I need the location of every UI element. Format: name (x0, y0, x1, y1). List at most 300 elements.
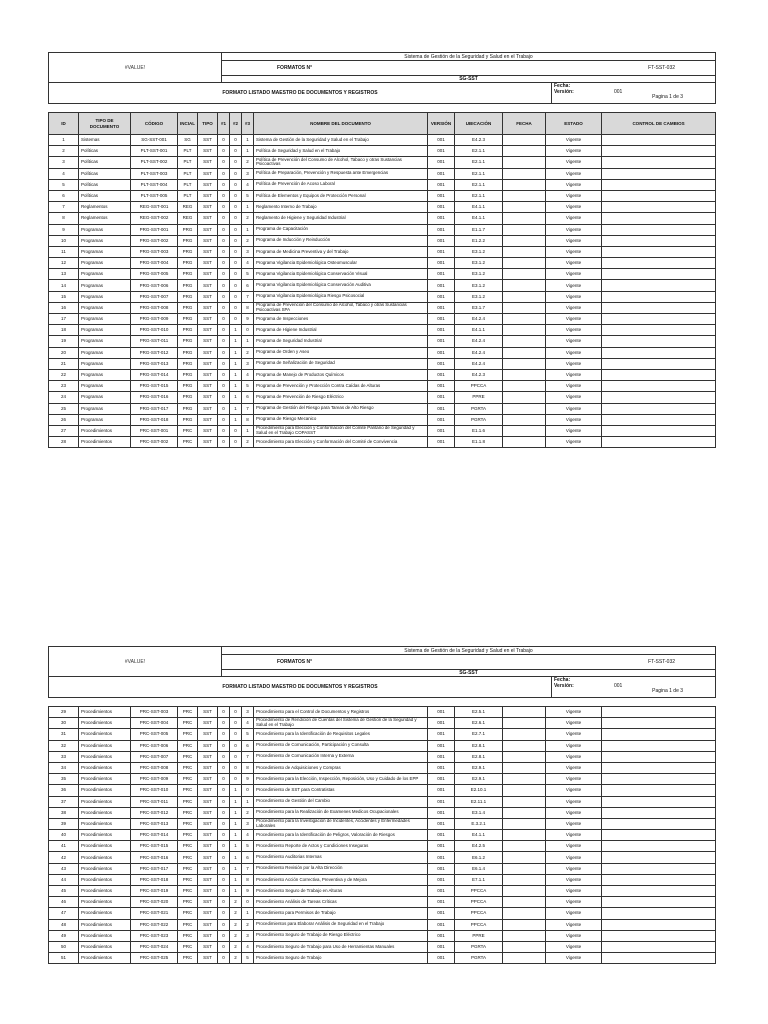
cell-tipo-abrev: SST (198, 437, 218, 448)
cell-n3: 3 (242, 930, 254, 941)
cell-fecha (503, 325, 546, 336)
column-header-ubicacion: UBICACIÓN (455, 113, 503, 135)
cell-ubicacion: E7.1.1 (455, 874, 503, 885)
cell-id: 23 (49, 381, 79, 392)
cell-estado: Vigente (546, 179, 602, 190)
table-row (49, 302, 716, 313)
cell-ubicacion: E2.1.1 (455, 190, 503, 201)
cell-estado: Vigente (546, 403, 602, 414)
table-row (49, 818, 716, 829)
table-row (49, 347, 716, 358)
cell-fecha (503, 269, 546, 280)
cell-version: 001 (428, 291, 455, 302)
table-row (49, 358, 716, 369)
system-name: Sistema de Gestión de la Seguridad y Salud en el Trabajo (222, 647, 716, 655)
cell-id: 47 (49, 908, 79, 919)
cell-n2: 0 (230, 157, 242, 168)
cell-control (602, 280, 716, 291)
table-row (49, 157, 716, 168)
cell-n3: 4 (242, 718, 254, 729)
cell-id: 51 (49, 953, 79, 964)
cell-control (602, 190, 716, 201)
cell-n2: 1 (230, 863, 242, 874)
table-row (49, 202, 716, 213)
cell-n1: 0 (218, 146, 230, 157)
cell-n3: 4 (242, 830, 254, 841)
table-row (49, 437, 716, 448)
cell-tipo-abrev: SST (198, 190, 218, 201)
cell-n2: 0 (230, 246, 242, 257)
cell-fecha (503, 919, 546, 930)
cell-n1: 0 (218, 235, 230, 246)
cell-control (602, 358, 716, 369)
cell-n3: 3 (242, 818, 254, 829)
cell-ubicacion: E3.1.2 (455, 258, 503, 269)
cell-n3: 5 (242, 381, 254, 392)
cell-n3: 5 (242, 841, 254, 852)
cell-version: 001 (428, 190, 455, 201)
column-header-row (49, 113, 716, 135)
cell-n2: 0 (230, 146, 242, 157)
cell-ubicacion: E.3.2.1 (455, 818, 503, 829)
cell-n1: 0 (218, 762, 230, 773)
column-header-control: CONTROL DE CAMBIOS (602, 113, 716, 135)
cell-estado: Vigente (546, 785, 602, 796)
cell-codigo: PLT-SST-004 (131, 179, 178, 190)
cell-fecha (503, 897, 546, 908)
cell-codigo: PRC-SST-006 (131, 740, 178, 751)
cell-tipo: Programas (79, 302, 131, 313)
cell-ubicacion: E2.8.1 (455, 740, 503, 751)
cell-estado: Vigente (546, 258, 602, 269)
cell-ubicacion: PPCCA (455, 897, 503, 908)
table-row (49, 897, 716, 908)
list-title: FORMATO LISTADO MAESTRO DE DOCUMENTOS Y REGISTROS (49, 83, 552, 104)
cell-fecha (503, 841, 546, 852)
cell-n2: 0 (230, 762, 242, 773)
cell-tipo-abrev: SST (198, 314, 218, 325)
cell-n1: 0 (218, 796, 230, 807)
cell-id: 28 (49, 437, 79, 448)
cell-id: 40 (49, 830, 79, 841)
column-header-nombre: NOMBRE DEL DOCUMENTO (254, 113, 428, 135)
cell-tipo: Procedimientos (79, 919, 131, 930)
cell-n2: 2 (230, 908, 242, 919)
cell-nombre: Programa de Medicina Preventiva y del Trabajo (254, 246, 428, 257)
cell-ubicacion: E4.1.1 (455, 325, 503, 336)
cell-tipo: Programas (79, 246, 131, 257)
cell-inicial: PLT (178, 179, 198, 190)
cell-n2: 1 (230, 807, 242, 818)
cell-inicial: PLT (178, 157, 198, 168)
cell-control (602, 437, 716, 448)
cell-inicial: PRC (178, 762, 198, 773)
cell-fecha (503, 358, 546, 369)
cell-control (602, 953, 716, 964)
cell-n2: 1 (230, 347, 242, 358)
cell-version: 001 (428, 718, 455, 729)
cell-id: 46 (49, 897, 79, 908)
cell-version: 001 (428, 437, 455, 448)
cell-n1: 0 (218, 269, 230, 280)
cell-tipo-abrev: SST (198, 213, 218, 224)
cell-id: 37 (49, 796, 79, 807)
cell-tipo: Procedimientos (79, 818, 131, 829)
table-row (49, 886, 716, 897)
cell-tipo: Procedimientos (79, 707, 131, 718)
cell-n3: 2 (242, 437, 254, 448)
cell-nombre: Programa de Inspecciones (254, 314, 428, 325)
cell-id: 19 (49, 336, 79, 347)
cell-codigo: PRC-SST-012 (131, 807, 178, 818)
cell-codigo: PRC-SST-008 (131, 762, 178, 773)
cell-id: 35 (49, 774, 79, 785)
cell-n1: 0 (218, 157, 230, 168)
form-header (48, 646, 716, 698)
cell-codigo: PRG-SST-008 (131, 302, 178, 313)
cell-tipo: Procedimientos (79, 841, 131, 852)
table-body (49, 707, 716, 964)
cell-ubicacion: E3.1.2 (455, 291, 503, 302)
cell-codigo: PRG-SST-010 (131, 325, 178, 336)
cell-fecha (503, 930, 546, 941)
cell-id: 36 (49, 785, 79, 796)
cell-ubicacion: PPCCA (455, 908, 503, 919)
table-row (49, 740, 716, 751)
cell-tipo-abrev: SST (198, 953, 218, 964)
cell-control (602, 425, 716, 436)
cell-nombre: Programa de Prevención del Consumo de Alcohol, Tabaco y otras Sustancias Psicoactivas SPA (254, 302, 428, 313)
cell-control (602, 414, 716, 425)
cell-estado: Vigente (546, 707, 602, 718)
cell-nombre: Procedimiento de Adquisiciones y Compras (254, 762, 428, 773)
cell-control (602, 336, 716, 347)
cell-n1: 0 (218, 381, 230, 392)
cell-n1: 0 (218, 403, 230, 414)
cell-tipo: Procedimientos (79, 852, 131, 863)
cell-tipo: Procedimientos (79, 762, 131, 773)
cell-version: 001 (428, 953, 455, 964)
cell-ubicacion: E4.2.3 (455, 369, 503, 380)
cell-n1: 0 (218, 841, 230, 852)
cell-estado: Vigente (546, 762, 602, 773)
cell-n3: 7 (242, 751, 254, 762)
cell-version: 001 (428, 325, 455, 336)
cell-codigo: PRC-SST-011 (131, 796, 178, 807)
cell-n3: 2 (242, 157, 254, 168)
cell-fecha (503, 280, 546, 291)
cell-version: 001 (428, 762, 455, 773)
cell-tipo-abrev: SST (198, 157, 218, 168)
cell-inicial: PRC (178, 785, 198, 796)
cell-n1: 0 (218, 774, 230, 785)
cell-version: 001 (428, 213, 455, 224)
cell-control (602, 941, 716, 952)
cell-fecha (503, 774, 546, 785)
cell-n2: 0 (230, 314, 242, 325)
cell-tipo-abrev: SST (198, 358, 218, 369)
cell-control (602, 897, 716, 908)
cell-ubicacion: PGRTA (455, 941, 503, 952)
cell-tipo: Procedimientos (79, 908, 131, 919)
cell-id: 24 (49, 392, 79, 403)
cell-estado: Vigente (546, 841, 602, 852)
cell-estado: Vigente (546, 740, 602, 751)
cell-estado: Vigente (546, 146, 602, 157)
cell-id: 29 (49, 707, 79, 718)
cell-n3: 4 (242, 369, 254, 380)
table-row (49, 213, 716, 224)
cell-tipo-abrev: SST (198, 347, 218, 358)
cell-tipo-abrev: SST (198, 336, 218, 347)
cell-control (602, 919, 716, 930)
table-row (49, 392, 716, 403)
cell-fecha (503, 168, 546, 179)
cell-n3: 1 (242, 908, 254, 919)
cell-inicial: PRC (178, 807, 198, 818)
cell-estado: Vigente (546, 347, 602, 358)
cell-n3: 8 (242, 302, 254, 313)
cell-n3: 3 (242, 707, 254, 718)
cell-version: 001 (428, 235, 455, 246)
cell-codigo: PRC-SST-003 (131, 707, 178, 718)
column-header-id: ID (49, 113, 79, 135)
cell-tipo-abrev: SST (198, 830, 218, 841)
cell-tipo: Programas (79, 325, 131, 336)
cell-nombre: Programa Vigilancia Epidemiológica Conservación Auditiva (254, 280, 428, 291)
cell-estado: Vigente (546, 807, 602, 818)
cell-id: 15 (49, 291, 79, 302)
cell-codigo: PRG-SST-005 (131, 269, 178, 280)
cell-ubicacion: E2.9.1 (455, 774, 503, 785)
cell-codigo: PLT-SST-001 (131, 146, 178, 157)
cell-n1: 0 (218, 280, 230, 291)
cell-fecha (503, 202, 546, 213)
cell-tipo: Procedimientos (79, 425, 131, 436)
cell-id: 41 (49, 841, 79, 852)
cell-id: 12 (49, 258, 79, 269)
table-row (49, 336, 716, 347)
cell-fecha (503, 146, 546, 157)
cell-tipo-abrev: SST (198, 392, 218, 403)
cell-tipo-abrev: SST (198, 796, 218, 807)
table-row (49, 325, 716, 336)
cell-n3: 8 (242, 762, 254, 773)
sheet-page-2 (48, 646, 715, 964)
cell-nombre: Procedimiento Seguro de Trabajo de Riesgo Eléctrico (254, 930, 428, 941)
cell-ubicacion: E6.1.2 (455, 852, 503, 863)
cell-nombre: Procedimiento Auditorias Internas (254, 852, 428, 863)
cell-n1: 0 (218, 919, 230, 930)
cell-nombre: Procedimiento de SST para Contratistas (254, 785, 428, 796)
cell-tipo-abrev: SST (198, 414, 218, 425)
cell-ubicacion: E1.1.8 (455, 437, 503, 448)
cell-n2: 0 (230, 258, 242, 269)
page-indicator: Pagina 1 de 3 (652, 94, 684, 100)
cell-id: 50 (49, 941, 79, 952)
cell-n1: 0 (218, 897, 230, 908)
cell-n3: 6 (242, 740, 254, 751)
cell-nombre: Programa de Capacitación (254, 224, 428, 235)
cell-ubicacion: E2.7.1 (455, 729, 503, 740)
cell-tipo: Programas (79, 347, 131, 358)
cell-fecha (503, 336, 546, 347)
list-title: FORMATO LISTADO MAESTRO DE DOCUMENTOS Y REGISTROS (49, 677, 552, 698)
cell-control (602, 258, 716, 269)
cell-id: 26 (49, 414, 79, 425)
cell-ubicacion: E2.1.1 (455, 146, 503, 157)
cell-ubicacion: PPCCA (455, 381, 503, 392)
cell-control (602, 930, 716, 941)
cell-version: 001 (428, 941, 455, 952)
cell-id: 13 (49, 269, 79, 280)
cell-n3: 7 (242, 291, 254, 302)
cell-inicial: PRG (178, 258, 198, 269)
cell-fecha (503, 886, 546, 897)
cell-n2: 1 (230, 392, 242, 403)
cell-n2: 2 (230, 930, 242, 941)
cell-tipo-abrev: SST (198, 785, 218, 796)
cell-codigo: PRG-SST-012 (131, 347, 178, 358)
cell-version: 001 (428, 740, 455, 751)
cell-n3: 1 (242, 224, 254, 235)
table-row (49, 796, 716, 807)
cell-version: 001 (428, 336, 455, 347)
cell-nombre: Programa de Orden y Aseo (254, 347, 428, 358)
cell-ubicacion: E4.2.3 (455, 135, 503, 146)
cell-inicial: PRG (178, 358, 198, 369)
cell-nombre: Política de Prevención del Consumo de Alcohol, Tabaco y otras Sustancias Psicoactivas (254, 157, 428, 168)
cell-n1: 0 (218, 302, 230, 313)
cell-inicial: PRC (178, 707, 198, 718)
cell-inicial: PRC (178, 863, 198, 874)
table-row (49, 269, 716, 280)
cell-n1: 0 (218, 908, 230, 919)
cell-n1: 0 (218, 291, 230, 302)
cell-control (602, 369, 716, 380)
table-row (49, 403, 716, 414)
cell-tipo-abrev: SST (198, 235, 218, 246)
form-meta (552, 677, 716, 698)
cell-ubicacion: E6.1.4 (455, 863, 503, 874)
cell-tipo-abrev: SST (198, 168, 218, 179)
cell-version: 001 (428, 168, 455, 179)
cell-n2: 0 (230, 729, 242, 740)
cell-n3: 5 (242, 190, 254, 201)
cell-estado: Vigente (546, 908, 602, 919)
cell-ubicacion: E2.9.1 (455, 762, 503, 773)
cell-control (602, 751, 716, 762)
cell-estado: Vigente (546, 314, 602, 325)
cell-ubicacion: E4.2.4 (455, 336, 503, 347)
cell-version: 001 (428, 830, 455, 841)
cell-n1: 0 (218, 437, 230, 448)
cell-n1: 0 (218, 830, 230, 841)
cell-codigo: PRG-SST-013 (131, 358, 178, 369)
cell-ubicacion: E1.1.6 (455, 425, 503, 436)
cell-tipo: Políticas (79, 146, 131, 157)
cell-ubicacion: E4.1.1 (455, 202, 503, 213)
cell-tipo: Procedimientos (79, 941, 131, 952)
cell-control (602, 347, 716, 358)
cell-n1: 0 (218, 740, 230, 751)
cell-estado: Vigente (546, 729, 602, 740)
cell-control (602, 246, 716, 257)
column-header-n3: #3 (242, 113, 254, 135)
cell-ubicacion: E1.1.7 (455, 224, 503, 235)
cell-nombre: Política de Prevención de Acoso Laboral (254, 179, 428, 190)
cell-tipo: Políticas (79, 168, 131, 179)
cell-tipo: Procedimientos (79, 863, 131, 874)
version-value: 001 (614, 682, 623, 689)
cell-tipo-abrev: SST (198, 740, 218, 751)
cell-fecha (503, 852, 546, 863)
cell-codigo: PRC-SST-004 (131, 718, 178, 729)
column-header-tipo-abrev: TIPO (198, 113, 218, 135)
cell-fecha (503, 414, 546, 425)
cell-version: 001 (428, 179, 455, 190)
cell-n2: 1 (230, 874, 242, 885)
version-label: Versión: (554, 682, 574, 689)
cell-nombre: Procedimiento para Elección y Conformación del Comité de Convivencia (254, 437, 428, 448)
cell-tipo-abrev: SST (198, 707, 218, 718)
cell-estado: Vigente (546, 774, 602, 785)
cell-nombre: Política de Elementos y Equipos de Protección Personal (254, 190, 428, 201)
table-row (49, 146, 716, 157)
column-header-inicial: INCIAL (178, 113, 198, 135)
cell-inicial: PRG (178, 369, 198, 380)
cell-fecha (503, 246, 546, 257)
cell-tipo-abrev: SST (198, 280, 218, 291)
cell-estado: Vigente (546, 414, 602, 425)
table-row (49, 369, 716, 380)
cell-inicial: PRC (178, 874, 198, 885)
cell-n2: 1 (230, 336, 242, 347)
cell-id: 49 (49, 930, 79, 941)
cell-codigo: PRC-SST-009 (131, 774, 178, 785)
cell-version: 001 (428, 369, 455, 380)
cell-version: 001 (428, 146, 455, 157)
cell-n1: 0 (218, 202, 230, 213)
cell-inicial: PRC (178, 852, 198, 863)
cell-nombre: Programa de Inducción y Reinducción (254, 235, 428, 246)
cell-tipo-abrev: SST (198, 886, 218, 897)
cell-control (602, 392, 716, 403)
cell-estado: Vigente (546, 202, 602, 213)
cell-version: 001 (428, 302, 455, 313)
cell-version: 001 (428, 269, 455, 280)
cell-control (602, 202, 716, 213)
cell-control (602, 874, 716, 885)
cell-fecha (503, 874, 546, 885)
cell-estado: Vigente (546, 224, 602, 235)
cell-n1: 0 (218, 751, 230, 762)
cell-inicial: PRC (178, 930, 198, 941)
cell-nombre: Procedimiento de Comunicación, Participación y Consulta (254, 740, 428, 751)
cell-estado: Vigente (546, 863, 602, 874)
cell-id: 38 (49, 807, 79, 818)
cell-n3: 9 (242, 886, 254, 897)
cell-version: 001 (428, 818, 455, 829)
cell-inicial: PRC (178, 841, 198, 852)
cell-n3: 3 (242, 246, 254, 257)
cell-fecha (503, 381, 546, 392)
cell-version: 001 (428, 897, 455, 908)
cell-n2: 1 (230, 414, 242, 425)
column-header-fecha: FECHA (503, 113, 546, 135)
cell-control (602, 830, 716, 841)
cell-n2: 2 (230, 941, 242, 952)
